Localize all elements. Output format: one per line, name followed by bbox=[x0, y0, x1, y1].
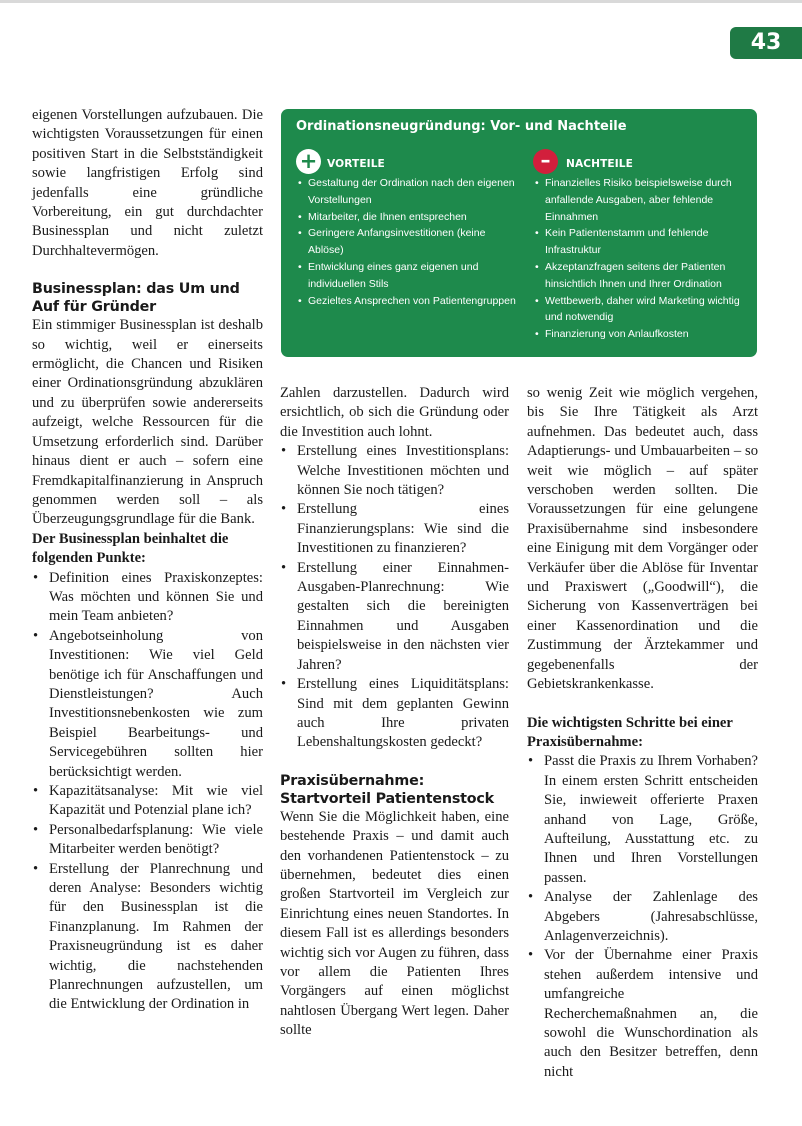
list-item: • Erstellung eines Investitionsplans: Welche Investitionen möchten und können Sie noch tätigen? bbox=[280, 442, 509, 500]
businessplan-points-lead: Der Businessplan beinhaltet die folgenden Punkte: bbox=[32, 530, 229, 567]
list-item: • Erstellung einer Einnahmen-Ausgaben-Planrechnung: Wie gestalten sich die bereinigten Einnahmen und Ausgaben beispielsweise in den nächsten vier Jahren? bbox=[280, 559, 509, 675]
cons-column bbox=[533, 149, 755, 343]
box-title: Ordinationsneugründung: Vor- und Nachteile bbox=[296, 119, 627, 134]
list-item: • Angebotseinholung von Investitionen: Wie viel Geld benötige ich für Anschaffungen und Dienstleistungen? Auch Investitionsnebenkosten wie zum Beispiel Bearbeitungs- und Servicegebühren sollten hier berücksichtigt werden. bbox=[32, 627, 263, 782]
list-item: • Finanzielles Risiko beispielsweise durch anfallende Ausgaben, aber fehlende Einnahmen bbox=[533, 175, 755, 225]
cons-label: NACHTEILE bbox=[566, 158, 633, 170]
list-item: • Kapazitätsanalyse: Mit wie viel Kapazität und Potenzial plane ich? bbox=[32, 782, 263, 821]
list-item: • Gezieltes Ansprechen von Patientengruppen bbox=[296, 293, 518, 310]
list-item: • Mitarbeiter, die Ihnen entsprechen bbox=[296, 209, 518, 226]
top-border bbox=[0, 0, 802, 3]
section-heading-praxisuebernahme: Praxisübernahme: Startvorteil Patientenstock bbox=[280, 772, 494, 807]
pros-column bbox=[296, 149, 518, 309]
list-item: • Entwicklung eines ganz eigenen und individuellen Stils bbox=[296, 259, 518, 293]
list-item: • Geringere Anfangsinvestitionen (keine Ablöse) bbox=[296, 225, 518, 259]
pros-label: VORTEILE bbox=[327, 158, 385, 170]
list-item: • Definition eines Praxiskonzeptes: Was möchten und können Sie und mein Team anbieten? bbox=[32, 569, 263, 627]
list-item: • Erstellung eines Liquiditätsplans: Sind mit dem geplanten Gewinn auch Ihre privaten Lebenshaltungskosten gedeckt? bbox=[280, 675, 509, 753]
list-item: • Kein Patientenstamm und fehlende Infrastruktur bbox=[533, 225, 755, 259]
pros-cons-box bbox=[281, 109, 757, 357]
list-item: • Wettbewerb, daher wird Marketing wichtig und notwendig bbox=[533, 293, 755, 327]
praxisuebernahme-paragraph: Wenn Sie die Möglichkeit haben, eine bestehende Praxis – und damit auch den vorhandenen Patientenstock – zu übernehmen, bedeutet dies einen großen Startvorteil im Vergleich zur Einrichtung eines neuen Standortes. In diesem Fall ist es allerdings besonders wichtig sich vor Augen zu führen, dass vor allem die Patienten Ihres Vorgängers auf einen möglichst nahtlosen Übergang Wert legen. Daher sollte bbox=[280, 808, 509, 1039]
list-item: • Passt die Praxis zu Ihrem Vorhaben? In einem ersten Schritt entscheiden Sie, inwieweit offerierte Praxen anhand von Lage, Größe, Aufteilung, Ausstattung etc. zu Ihnen und Ihren Vorstellungen passen. bbox=[527, 752, 758, 888]
businessplan-points-list bbox=[32, 569, 263, 1015]
businessplan-paragraph: Ein stimmiger Businessplan ist deshalb so wichtig, weil er einerseits ermöglicht, die Chancen und Risiken einer Ordinationsgründung abzuklären und zu überprüfen sowie andererseits aufzeigt, welche Ressourcen für die Umsetzung erforderlich sind. Darüber hinaus dient er auch – sofern eine Fremdkapitalfinanzierung in Anspruch genommen werden soll – als Überzeugungsgrundlage für die Bank. bbox=[32, 317, 263, 528]
text-column-3 bbox=[527, 384, 758, 1082]
text-column-1 bbox=[32, 106, 263, 1015]
minus-icon: – bbox=[533, 149, 558, 174]
list-item: • Erstellung eines Finanzierungsplans: Wie sind die Investitionen zu finanzieren? bbox=[280, 500, 509, 558]
list-item: • Erstellung der Planrechnung und deren Analyse: Besonders wichtig für den Businessplan ist die Finanzplanung. Im Rahmen der Praxisneugründung ist es daher wichtig, die nachstehenden Planrechnungen aufzustellen, um die Entwicklung der Ordination in bbox=[32, 860, 263, 1015]
page-number-tab: 43 bbox=[730, 27, 802, 59]
list-item: • Gestaltung der Ordination nach den eigenen Vorstellungen bbox=[296, 175, 518, 209]
plus-icon: + bbox=[296, 149, 321, 174]
list-item: • Personalbedarfsplanung: Wie viele Mitarbeiter werden benötigt? bbox=[32, 821, 263, 860]
intro-paragraph: eigenen Vorstellungen aufzubauen. Die wichtigsten Voraussetzungen für einen positiven Start in die Selbstständigkeit sowie langfristigen Erfolg sind jedenfalls eine gründliche Vorbereitung, ein gut durchdachter Businessplan und nicht zuletzt Durchhaltevermögen. bbox=[32, 107, 263, 259]
text-column-2 bbox=[280, 384, 509, 1041]
plan-list bbox=[280, 442, 509, 753]
pros-list bbox=[296, 175, 518, 309]
list-item: • Analyse der Zahlenlage des Abgebers (Jahresabschlüsse, Anlagenverzeichnis). bbox=[527, 888, 758, 946]
steps-lead: Die wichtigsten Schritte bei einer Praxisübernahme: bbox=[527, 714, 733, 750]
list-item: • Vor der Übernahme einer Praxis stehen außerdem intensive und umfangreiche Recherchemaßnahmen an, die sowohl die Wunschordination als auch den Besitzer betreffen, denn nicht bbox=[527, 946, 758, 1082]
list-item: • Akzeptanzfragen seitens der Patienten hinsichtlich Ihnen und Ihrer Ordination bbox=[533, 259, 755, 293]
steps-list bbox=[527, 752, 758, 1082]
continuation-paragraph: Zahlen darzustellen. Dadurch wird ersichtlich, ob sich die Gründung oder die Investition auch lohnt. bbox=[280, 385, 509, 440]
cons-list bbox=[533, 175, 755, 343]
list-item: • Finanzierung von Anlaufkosten bbox=[533, 326, 755, 343]
section-heading-businessplan: Businessplan: das Um und Auf für Gründer bbox=[32, 281, 240, 316]
continuation-paragraph: so wenig Zeit wie möglich vergehen, bis Sie Ihre Tätigkeit als Arzt aufnehmen. Das bedeutet auch, dass Adaptierungs- und Umbauarbeiten – so weit wie möglich – auf später verschoben werden sollten. Die Voraussetzungen für eine gelungene Praxisübernahme sind insbesondere eine Einigung mit dem Vorgänger oder Verkäufer über die Ablöse für Inventar und Praxiswert („Goodwill“), die Sicherung von Kassenverträgen bei einer Kassenordination und die Zustimmung der Ärztekammer und gegebenenfalls der Gebietskrankenkasse. bbox=[527, 385, 758, 693]
